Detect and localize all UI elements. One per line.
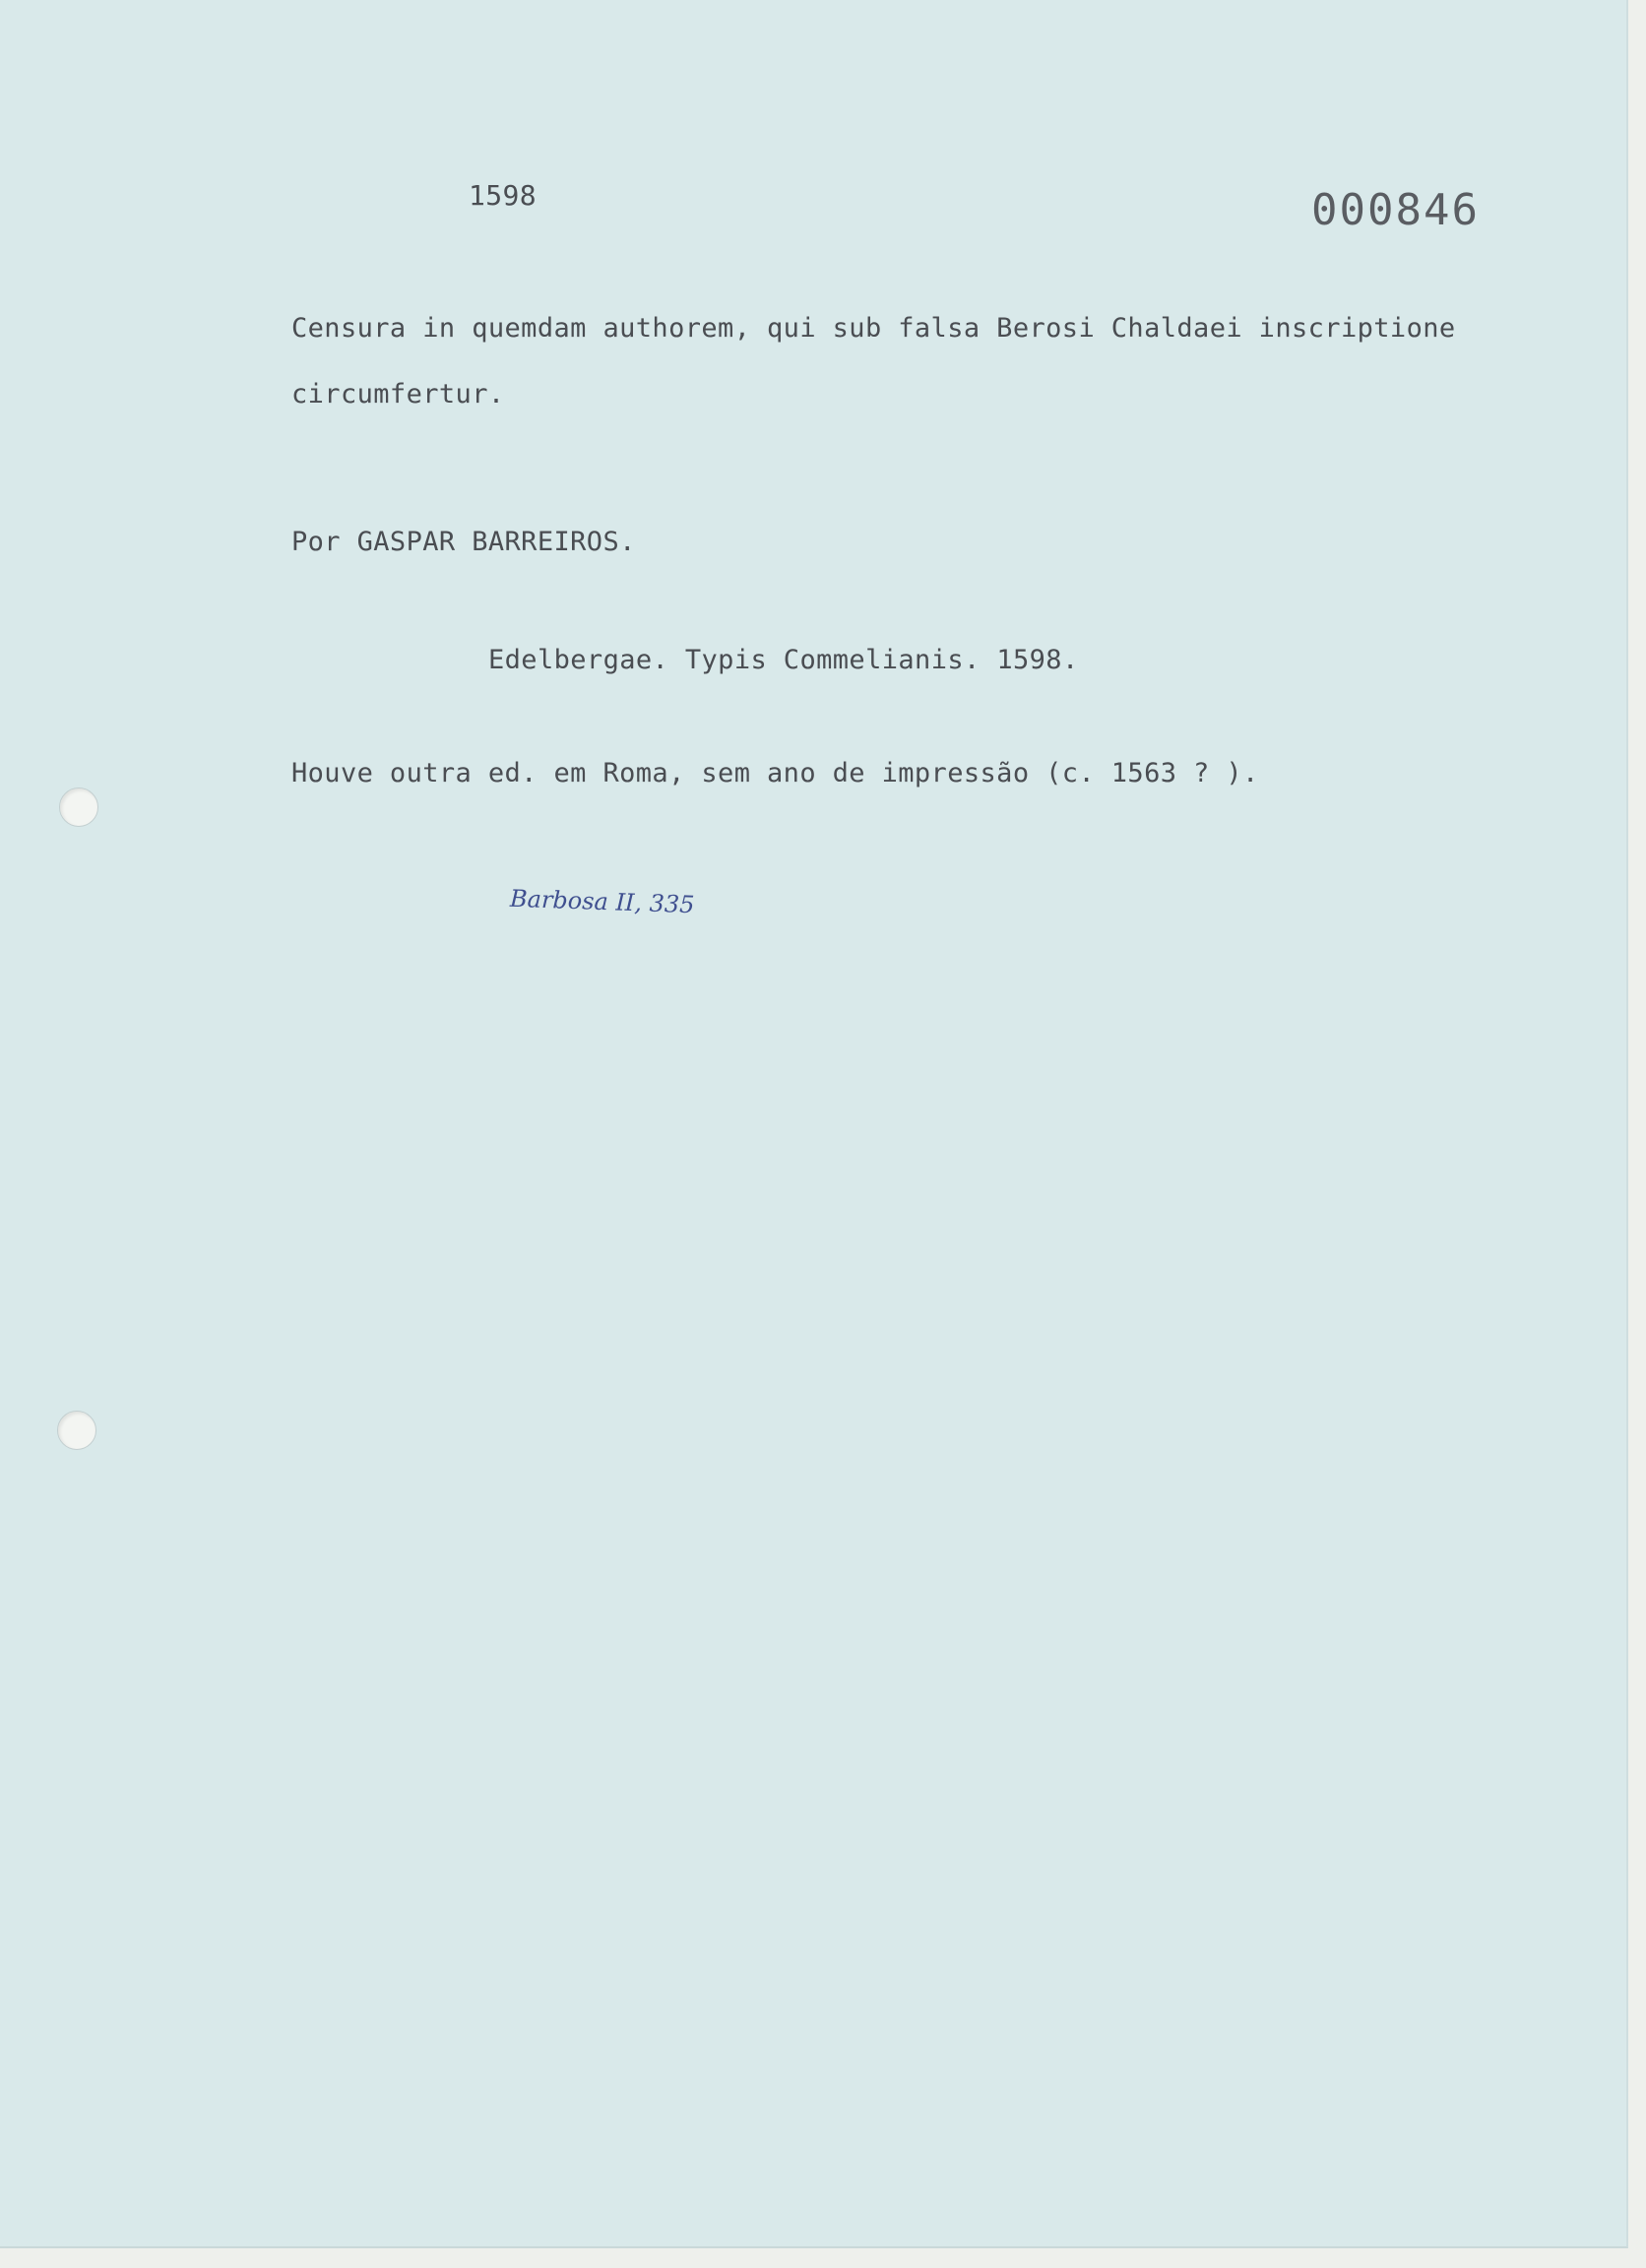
edition-note: Houve outra ed. em Roma, sem ano de impressão (c. 1563 ? ).	[291, 758, 1259, 788]
handwritten-reference: Barbosa II, 335	[509, 884, 695, 919]
punch-hole-lower	[57, 1411, 96, 1450]
title-line-1: Censura in quemdam authorem, qui sub falsa Berosi Chaldaei inscriptione	[291, 313, 1456, 344]
imprint-line: Edelbergae. Typis Commelianis. 1598.	[488, 645, 1079, 675]
card-number: 000846	[1311, 185, 1480, 235]
title-line-2: circumfertur.	[291, 379, 505, 410]
punch-hole-upper	[59, 788, 98, 827]
card-year: 1598	[469, 179, 538, 212]
author-line: Por GASPAR BARREIROS.	[291, 527, 636, 557]
